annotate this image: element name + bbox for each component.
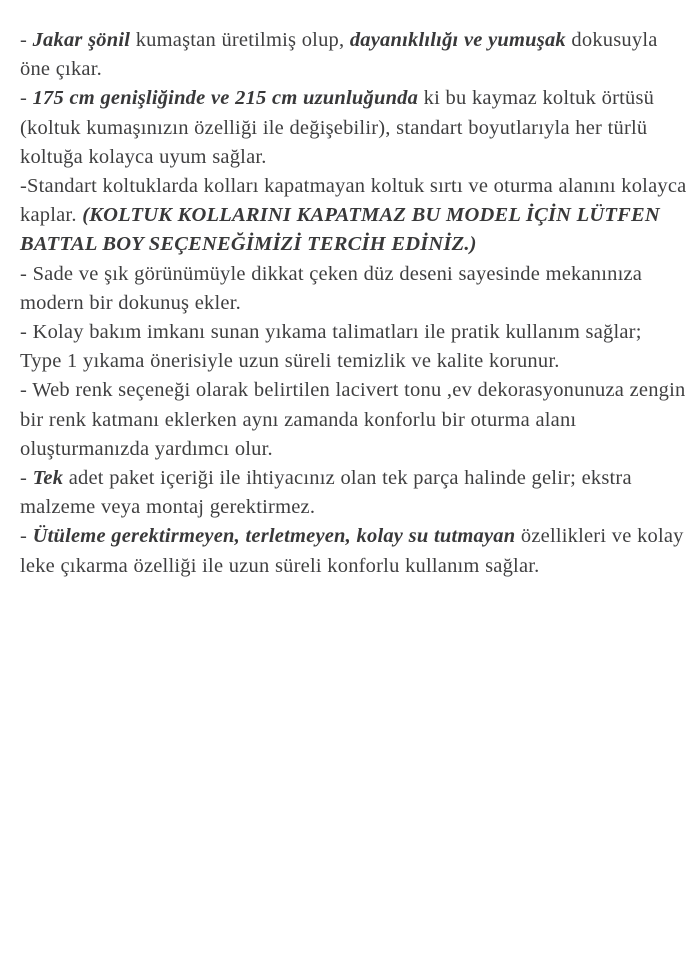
description-paragraph-no-ironing — [20, 522, 688, 580]
text-run: kumaştan üretilmiş olup, — [130, 29, 350, 51]
page-bottom-whitespace — [20, 581, 688, 582]
description-paragraph-plain-pattern — [20, 260, 688, 318]
text-run: ki bu kaymaz koltuk örtüsü (koltuk kumaşınızın özelliği ile değişebilir), standart boyutlarıyla her türlü koltuğa kolayca uyum sağlar. — [20, 87, 660, 168]
product-description-text — [20, 26, 692, 581]
text-run: - Sade ve şık görünümüyle dikkat çeken düz deseni sayesinde mekanınıza modern bir dokunuş ekler. — [20, 262, 648, 314]
description-paragraph-standard-armless-warning — [20, 172, 692, 260]
emphasis-run: (KOLTUK KOLLARINI KAPATMAZ BU MODEL İÇİN LÜTFEN BATTAL BOY SEÇENEĞİMİZİ TERCİH EDİNİZ.) — [20, 204, 666, 256]
emphasis-run: Tek — [32, 467, 64, 490]
description-paragraph-fabric — [20, 26, 688, 84]
text-run: - — [20, 29, 33, 51]
text-run: - — [20, 525, 33, 548]
emphasis-run: 175 cm genişliğinde ve 215 cm uzunluğunda — [32, 87, 419, 110]
text-run: özellikleri ve kolay leke çıkarma özelliği ile uzun süreli konforlu kullanım sağlar. — [20, 525, 690, 577]
emphasis-run: Ütüleme gerektirmeyen, terletmeyen, kolay su tutmayan — [32, 525, 516, 548]
description-paragraph-dimensions — [20, 84, 688, 172]
text-run: - — [20, 467, 33, 490]
text-run: - — [20, 87, 33, 110]
description-paragraph-package-contents — [20, 464, 688, 522]
emphasis-run: dayanıklılığı ve yumuşak — [349, 29, 566, 51]
description-paragraph-color-navy — [20, 376, 692, 464]
text-run: - Kolay bakım imkanı sunan yıkama talimatları ile pratik kullanım sağlar; Type 1 yıkama önerisiyle uzun süreli temizlik ve kalite korunur. — [20, 321, 647, 373]
emphasis-run: Jakar şönil — [32, 29, 131, 51]
text-run: - Web renk seçeneği olarak belirtilen lacivert tonu ,ev dekorasyonunuza zengin bir renk katmanı eklerken aynı zamanda konforlu bir oturma alanı oluşturmanızda yardımcı olur. — [20, 379, 692, 460]
text-run: adet paket içeriği ile ihtiyacınız olan tek parça halinde gelir; ekstra malzeme veya montaj gerektirmez. — [20, 467, 638, 519]
description-paragraph-washing-care — [20, 318, 688, 376]
text-run: dokusuyla öne çıkar. — [20, 29, 664, 81]
text-run: -Standart koltuklarda kolları kapatmayan koltuk sırtı ve oturma alanını kolayca kaplar. — [20, 175, 692, 227]
